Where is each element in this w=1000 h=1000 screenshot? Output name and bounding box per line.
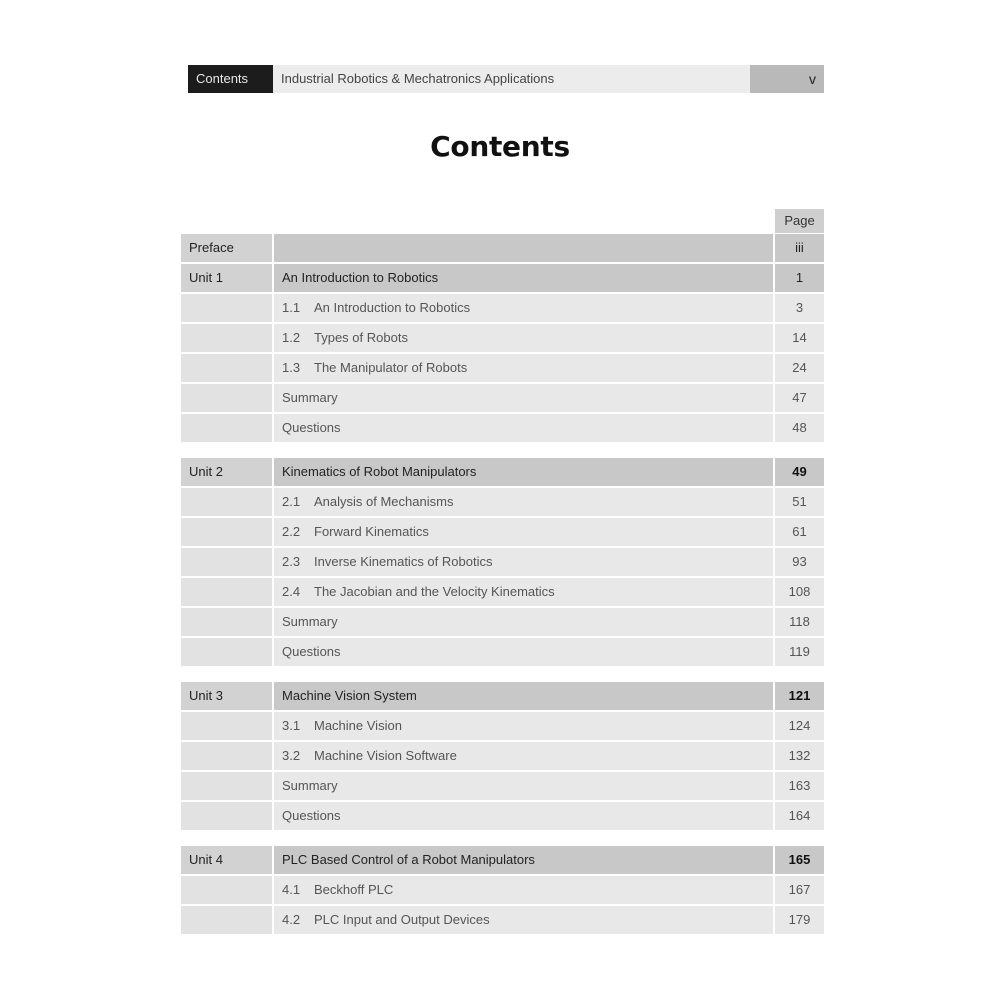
section-title: Questions: [282, 420, 341, 435]
group-spacer: [181, 832, 824, 846]
section-number: 1.3: [282, 360, 301, 375]
section-title: Types of Robots: [314, 330, 408, 345]
section-page: 3: [775, 294, 824, 322]
section-title: Machine Vision: [314, 718, 402, 733]
section-title: Summary: [282, 390, 338, 405]
section-page: 119: [775, 638, 824, 666]
table-of-contents: [181, 209, 824, 936]
section-entry: [274, 638, 773, 666]
unit-label: Unit 1: [181, 264, 272, 292]
section-page: 167: [775, 876, 824, 904]
section-entry: [274, 294, 773, 322]
section-title: The Jacobian and the Velocity Kinematics: [314, 584, 555, 599]
section-spacer-cell: [181, 294, 272, 322]
section-entry: [274, 578, 773, 606]
section-spacer-cell: [181, 488, 272, 516]
toc-section-row: [181, 354, 824, 382]
section-number: 4.2: [282, 912, 301, 927]
section-spacer-cell: [181, 906, 272, 934]
section-spacer-cell: [181, 548, 272, 576]
section-entry: [274, 548, 773, 576]
preface-label: Preface: [181, 234, 272, 262]
toc-section-row: [181, 712, 824, 740]
toc-section-row: [181, 742, 824, 770]
section-entry: [274, 384, 773, 412]
group-spacer: [181, 444, 824, 458]
unit-title: Kinematics of Robot Manipulators: [274, 458, 773, 486]
toc-unit-row: [181, 682, 824, 710]
section-spacer-cell: [181, 802, 272, 830]
toc-section-row: [181, 548, 824, 576]
section-spacer-cell: [181, 638, 272, 666]
section-entry: [274, 608, 773, 636]
toc-section-row: [181, 638, 824, 666]
unit-page: 121: [775, 682, 824, 710]
section-title: Questions: [282, 808, 341, 823]
section-page: 24: [775, 354, 824, 382]
section-title: An Introduction to Robotics: [314, 300, 471, 315]
section-entry: [274, 772, 773, 800]
section-spacer-cell: [181, 742, 272, 770]
page-title: Contents: [430, 130, 570, 163]
group-spacer: [181, 668, 824, 682]
toc-section-row: [181, 384, 824, 412]
section-page: 93: [775, 548, 824, 576]
section-spacer-cell: [181, 578, 272, 606]
unit-title: An Introduction to Robotics: [274, 264, 773, 292]
section-number: 3.1: [282, 718, 301, 733]
page-column-header: Page: [775, 209, 824, 233]
section-spacer-cell: [181, 518, 272, 546]
unit-title: Machine Vision System: [274, 682, 773, 710]
section-spacer-cell: [181, 608, 272, 636]
toc-section-row: [181, 518, 824, 546]
preface-title: [274, 234, 773, 262]
section-title: Analysis of Mechanisms: [314, 494, 454, 509]
section-spacer-cell: [181, 354, 272, 382]
section-page: 132: [775, 742, 824, 770]
section-spacer-cell: [181, 414, 272, 442]
section-entry: [274, 906, 773, 934]
toc-unit-row: [181, 264, 824, 292]
section-number: 1.1: [282, 300, 301, 315]
section-entry: [274, 802, 773, 830]
section-title: The Manipulator of Robots: [314, 360, 468, 375]
section-entry: [274, 488, 773, 516]
section-entry: [274, 354, 773, 382]
section-number: 4.1: [282, 882, 301, 897]
section-title: Summary: [282, 614, 338, 629]
section-page: 164: [775, 802, 824, 830]
toc-unit-row: [181, 846, 824, 874]
toc-section-row: [181, 608, 824, 636]
section-title: Summary: [282, 778, 338, 793]
toc-row-preface: [181, 234, 824, 262]
header-section-tag: Contents: [188, 65, 273, 93]
section-entry: [274, 414, 773, 442]
toc-section-row: [181, 488, 824, 516]
unit-page: 1: [775, 264, 824, 292]
unit-title: PLC Based Control of a Robot Manipulators: [274, 846, 773, 874]
section-number: 2.2: [282, 524, 301, 539]
unit-label: Unit 4: [181, 846, 272, 874]
unit-label: Unit 3: [181, 682, 272, 710]
running-header: [188, 65, 824, 93]
section-page: 179: [775, 906, 824, 934]
header-book-title: Industrial Robotics & Mechatronics Applications: [281, 71, 555, 86]
toc-section-row: [181, 876, 824, 904]
section-number: 3.2: [282, 748, 301, 763]
toc-section-row: [181, 414, 824, 442]
section-number: 2.3: [282, 554, 301, 569]
section-number: 1.2: [282, 330, 301, 345]
toc-section-row: [181, 578, 824, 606]
section-spacer-cell: [181, 772, 272, 800]
page-column-header-row: [181, 209, 824, 233]
section-spacer-cell: [181, 324, 272, 352]
section-page: 118: [775, 608, 824, 636]
section-spacer-cell: [181, 384, 272, 412]
section-title: Forward Kinematics: [314, 524, 429, 539]
toc-section-row: [181, 802, 824, 830]
section-entry: [274, 712, 773, 740]
toc-section-row: [181, 324, 824, 352]
section-entry: [274, 324, 773, 352]
toc-section-row: [181, 772, 824, 800]
section-number: 2.1: [282, 494, 301, 509]
section-page: 124: [775, 712, 824, 740]
header-page-number: v: [750, 65, 824, 93]
section-title: PLC Input and Output Devices: [314, 912, 490, 927]
section-title: Machine Vision Software: [314, 748, 457, 763]
section-entry: [274, 518, 773, 546]
section-page: 108: [775, 578, 824, 606]
section-number: 2.4: [282, 584, 301, 599]
section-entry: [274, 742, 773, 770]
section-page: 51: [775, 488, 824, 516]
unit-page: 165: [775, 846, 824, 874]
section-spacer-cell: [181, 712, 272, 740]
units-container: [181, 264, 824, 934]
toc-unit-row: [181, 458, 824, 486]
section-page: 163: [775, 772, 824, 800]
toc-section-row: [181, 906, 824, 934]
section-title: Questions: [282, 644, 341, 659]
unit-page: 49: [775, 458, 824, 486]
section-page: 47: [775, 384, 824, 412]
preface-page: iii: [775, 234, 824, 262]
section-page: 14: [775, 324, 824, 352]
section-page: 48: [775, 414, 824, 442]
section-entry: [274, 876, 773, 904]
unit-label: Unit 2: [181, 458, 272, 486]
toc-section-row: [181, 294, 824, 322]
section-spacer-cell: [181, 876, 272, 904]
section-title: Beckhoff PLC: [314, 882, 394, 897]
section-page: 61: [775, 518, 824, 546]
section-title: Inverse Kinematics of Robotics: [314, 554, 493, 569]
